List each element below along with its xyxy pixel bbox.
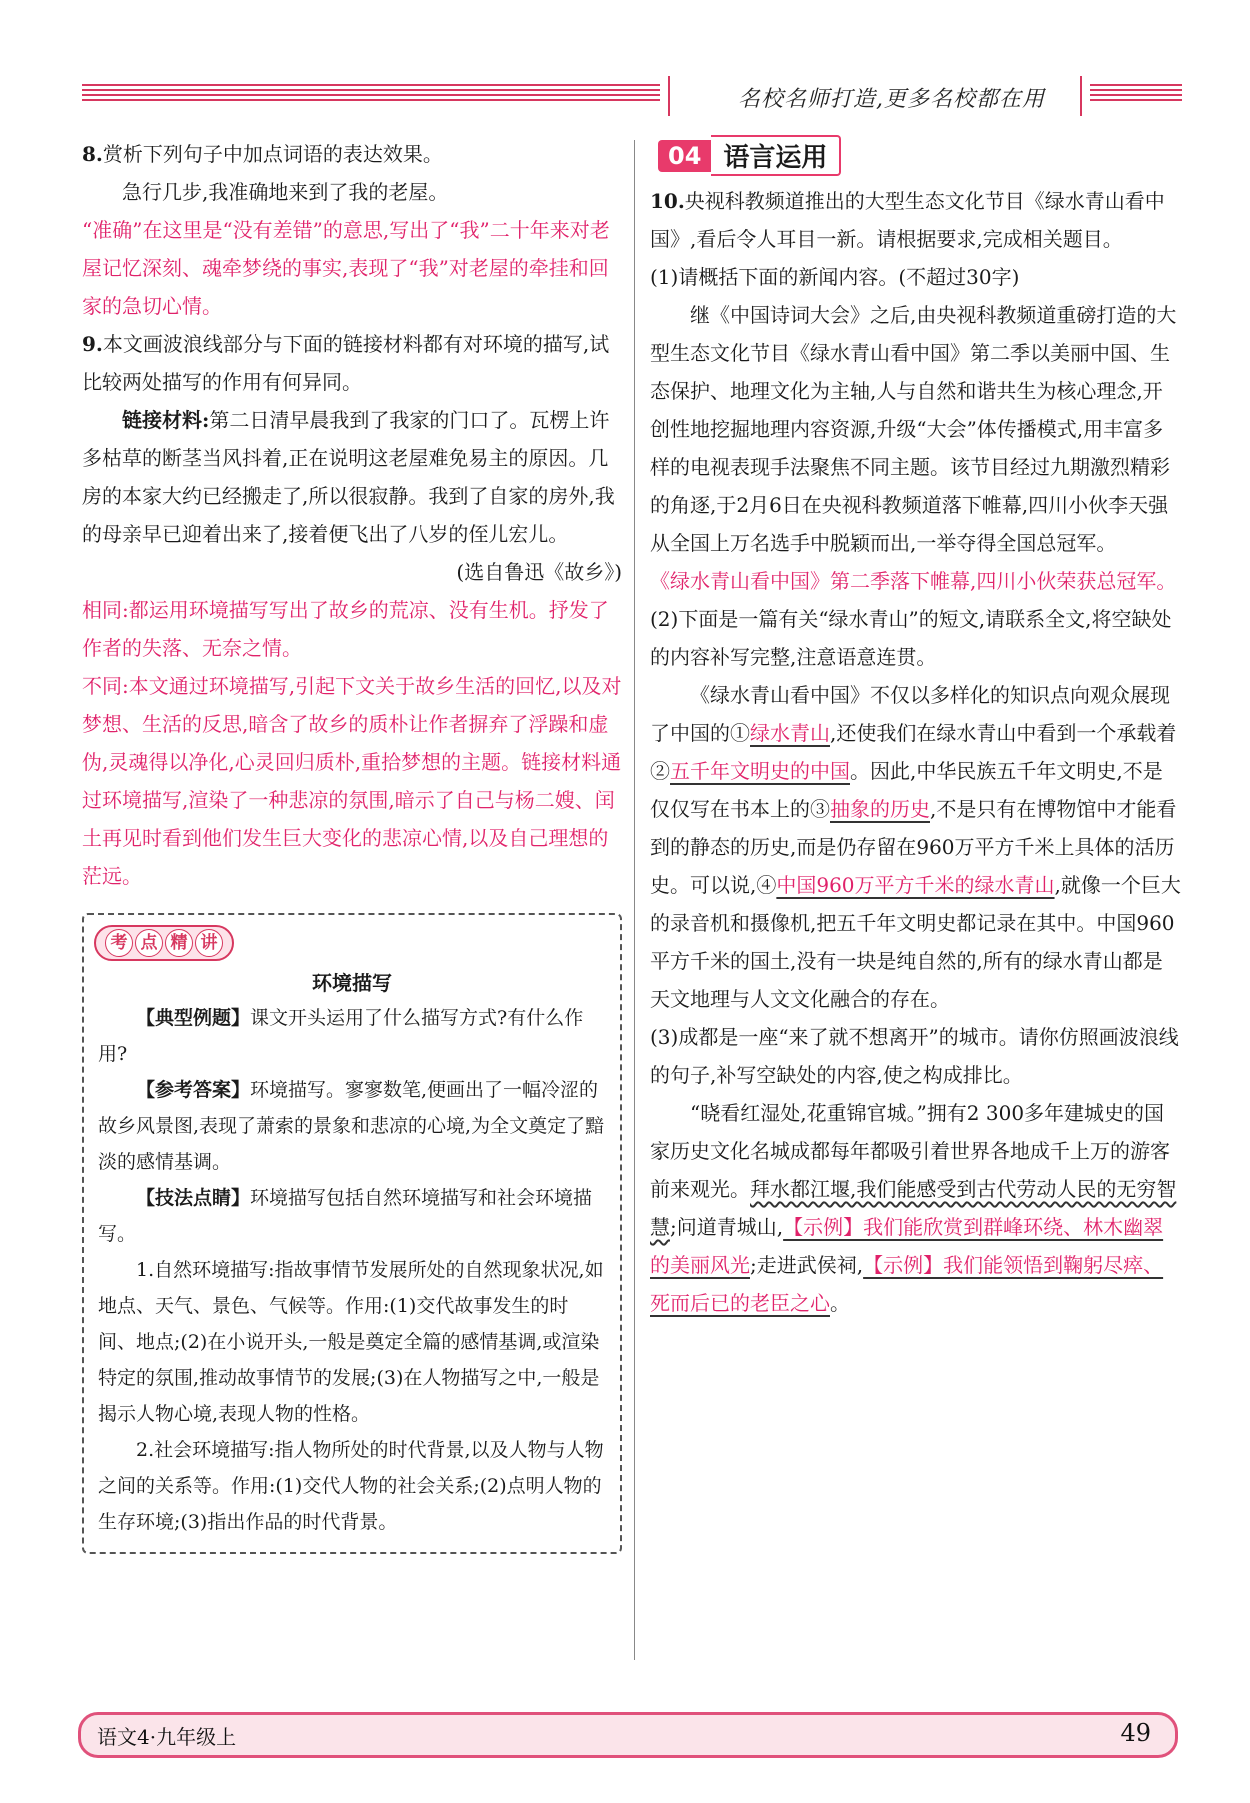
header-slogan: 名校名师打造,更多名校都在用 <box>738 87 1045 112</box>
fill-blank-3: 抽象的历史 <box>830 797 930 821</box>
left-column <box>82 135 622 1554</box>
passage-2: 《绿水青山看中国》不仅以多样化的知识点向观众展现了中国的①绿水青山,还使我们在绿水青山中看到一个承载着②五千年文明史的中国。因此,中华民族五千年文明史,不是仅仅写在书本上的③抽象的历史,不是只有在博物馆中才能看到的静态的历史,而是仍存留在960万平方千米上具体的活历史。可以说,④中国960万平方千米的绿水青山,就像一个巨大的录音机和摄像机,把五千年文明史都记录在其中。中国960平方千米的国土,没有一块是纯自然的,所有的绿水青山都是天文地理与人文文化融合的存在。 <box>650 683 1181 1011</box>
typical-example: 【典型例题】课文开头运用了什么描写方式?有什么作用? <box>98 1007 584 1065</box>
page-footer <box>78 1712 1178 1758</box>
section-number: 04 <box>658 140 711 172</box>
right-column <box>650 135 1182 1322</box>
link-material: 链接材料:第二日清早晨我到了我家的门口了。瓦楞上许多枯草的断茎当风抖着,正在说明这老屋难免易主的原因。几房的本家大约已经搬走了,所以很寂静。我到了自家的房外,我的母亲早已迎着出来了,接着便飞出了八岁的侄儿宏儿。 <box>82 408 615 546</box>
section-header <box>658 135 1182 176</box>
page-number: 49 <box>1120 1719 1151 1747</box>
key-points-badge: 考 点 精 讲 <box>94 925 234 961</box>
question-8: 8.赏析下列句子中加点词语的表达效果。 <box>82 142 443 166</box>
answer-10-1: 《绿水青山看中国》第二季落下帷幕,四川小伙荣获总冠军。 <box>650 569 1177 593</box>
fill-blank-4: 中国960万平方千米的绿水青山 <box>776 873 1055 897</box>
column-divider <box>634 140 635 1660</box>
sub-question-2: (2)下面是一篇有关“绿水青山”的短文,请联系全文,将空缺处的内容补写完整,注意语意连贯。 <box>650 607 1172 669</box>
passage-3: “晓看红湿处,花重锦官城。”拥有2 300多年建城史的国家历史文化名城成都每年都吸引着世界各地成千上万的游客前来观光。拜水都江堰,我们能感受到古代劳动人民的无穷智慧;问道青城山,【示例】我们能欣赏到群峰环绕、林木幽翠的美丽风光;走进武侯祠,【示例】我们能领悟到鞠躬尽瘁、死而后已的老臣之心。 <box>650 1101 1177 1315</box>
header-rule-right <box>1090 84 1182 102</box>
sub-question-3: (3)成都是一座“来了就不想离开”的城市。请你仿照画波浪线的句子,补写空缺处的内容,使之构成排比。 <box>650 1025 1179 1087</box>
fill-blank-1: 绿水青山 <box>750 721 830 745</box>
section-title: 语言运用 <box>711 135 841 176</box>
sub-question-1: (1)请概括下面的新闻内容。(不超过30字) <box>650 265 1020 289</box>
book-info: 语文4·九年级上 <box>97 1725 237 1749</box>
question-10: 10.央视科教频道推出的大型生态文化节目《绿水青山看中国》,看后令人耳目一新。请根据要求,完成相关题目。 <box>650 189 1165 251</box>
fill-blank-5: 【示例】我们能欣赏到群峰环绕、林木幽翠的美丽风光 <box>650 1215 1164 1277</box>
header-divider-left <box>668 76 670 116</box>
fill-blank-2: 五千年文明史的中国 <box>670 759 850 783</box>
key-points-box <box>82 913 622 1554</box>
answer-9-same: 相同:都运用环境描写写出了故乡的荒凉、没有生机。抒发了作者的失落、无奈之情。 <box>82 598 609 660</box>
fill-blank-6: 【示例】我们能领悟到鞠躬尽瘁、死而后已的老臣之心 <box>650 1253 1164 1315</box>
technique-tip: 【技法点睛】环境描写包括自然环境描写和社会环境描写。 <box>98 1187 593 1245</box>
question-9: 9.本文画波浪线部分与下面的链接材料都有对环境的描写,试比较两处描写的作用有何异同。 <box>82 332 610 394</box>
reference-answer: 【参考答案】环境描写。寥寥数笔,便画出了一幅冷涩的故乡风景图,表现了萧索的景象和悲凉的心境,为全文奠定了黯淡的感情基调。 <box>98 1079 605 1173</box>
key-points-title: 环境描写 <box>312 971 392 995</box>
wavy-sentence: 拜水都江堰,我们能感受到古代劳动人民的无穷智慧 <box>650 1177 1177 1239</box>
header-divider-right <box>1080 76 1082 116</box>
news-passage: 继《中国诗词大会》之后,由央视科教频道重磅打造的大型生态文化节目《绿水青山看中国》第二季以美丽中国、生态保护、地理文化为主轴,人与自然和谐共生为核心理念,开创性地挖掘地理内容资源,升级“大会”体传播模式,用丰富多样的电视表现手法聚焦不同主题。该节目经过九期激烈精彩的角逐,于2月6日在央视科教频道落下帷幕,四川小伙李天强从全国上万名选手中脱颖而出,一举夺得全国总冠军。 <box>650 303 1177 555</box>
material-source: (选自鲁迅《故乡》) <box>456 560 622 584</box>
header-rule-left <box>82 84 660 102</box>
point-natural: 1.自然环境描写:指故事情节发展所处的自然现象状况,如地点、天气、景色、气候等。作用:(1)交代故事发生的时间、地点;(2)在小说开头,一般是奠定全篇的感情基调,或渲染特定的氛围,推动故事情节的发展;(3)在人物描写之中,一般是揭示人物心境,表现人物的性格。 <box>98 1259 604 1425</box>
answer-9-diff: 不同:本文通过环境描写,引起下文关于故乡生活的回忆,以及对梦想、生活的反思,暗含了故乡的质朴让作者摒弃了浮躁和虚伪,灵魂得以净化,心灵回归质朴,重拾梦想的主题。链接材料通过环境描写,渲染了一种悲凉的氛围,暗示了自己与杨二嫂、闰土再见时看到他们发生巨大变化的悲凉心情,以及自己理想的茫远。 <box>82 674 622 888</box>
answer-8: “准确”在这里是“没有差错”的意思,写出了“我”二十年来对老屋记忆深刻、魂牵梦绕的事实,表现了“我”对老屋的牵挂和回家的急切心情。 <box>82 218 610 318</box>
question-8-quote: 急行几步,我准确地来到了我的老屋。 <box>122 180 449 204</box>
point-social: 2.社会环境描写:指人物所处的时代背景,以及人物与人物之间的关系等。作用:(1)交代人物的社会关系;(2)点明人物的生存环境;(3)指出作品的时代背景。 <box>98 1439 604 1533</box>
